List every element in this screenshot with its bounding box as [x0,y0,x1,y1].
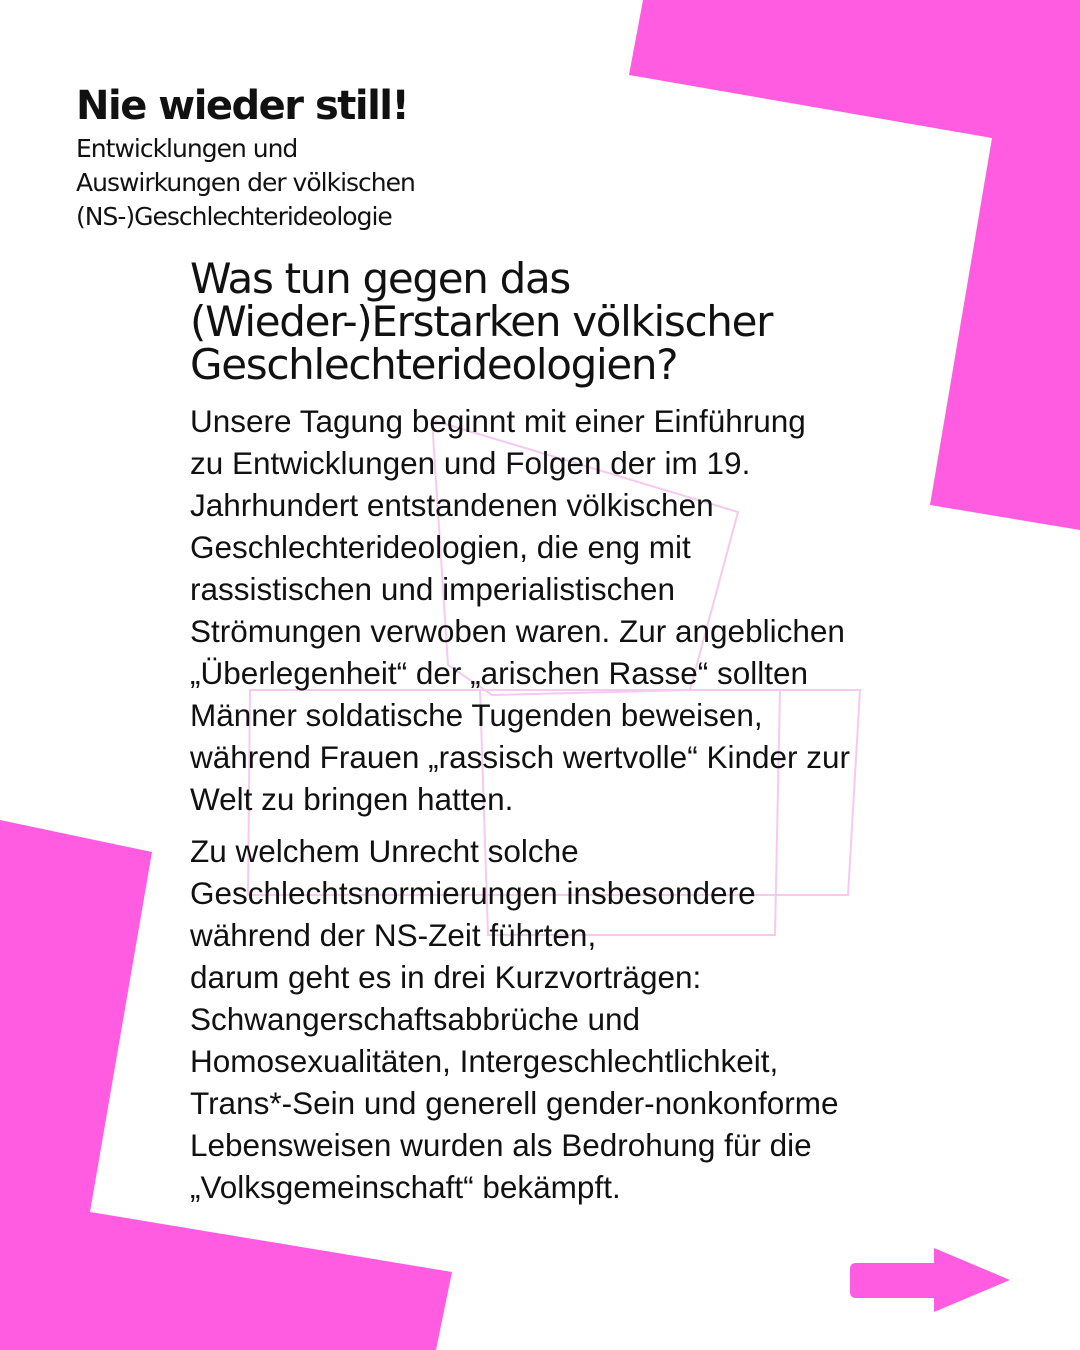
brand-subtitle: Entwicklungen und Auswirkungen der völkischen (NS-)Geschlechterideologie [76,134,415,231]
intro-paragraph: Unsere Tagung beginnt mit einer Einführung zu Entwicklungen und Folgen der im 19. Jahrhundert entstandenen völkischen Geschlechterideologien, die eng mit rassistischen und imperialistischen Strömungen verwoben waren. Zur angeblichen „Überlegenheit“ der „arischen Rasse“ sollten Männer soldatische Tugenden beweisen, während Frauen „rassisch wertvolle“ Kinder zur Welt zu bringen hatten. [190,403,851,817]
main-content [190,254,950,1208]
talks-paragraph: Zu welchem Unrecht solche Geschlechtsnormierungen insbesondere während der NS-Zeit führten, darum geht es in drei Kurzvorträgen: Schwangerschaftsabbrüche und Homosexualitäten, Intergeschlechtlichkeit, Trans*-Sein und generell gender-nonkonforme Lebensweisen wurden als Bedrohung für die „Volksgemeinschaft“ bekämpft. [190,833,839,1205]
section-heading: Was tun gegen das (Wieder-)Erstarken völkischer Geschlechterideologien? [190,254,773,389]
brand-title: Nie wieder still! [76,83,409,129]
brand-header [76,82,636,234]
arrow-right-icon[interactable] [850,1246,1015,1314]
